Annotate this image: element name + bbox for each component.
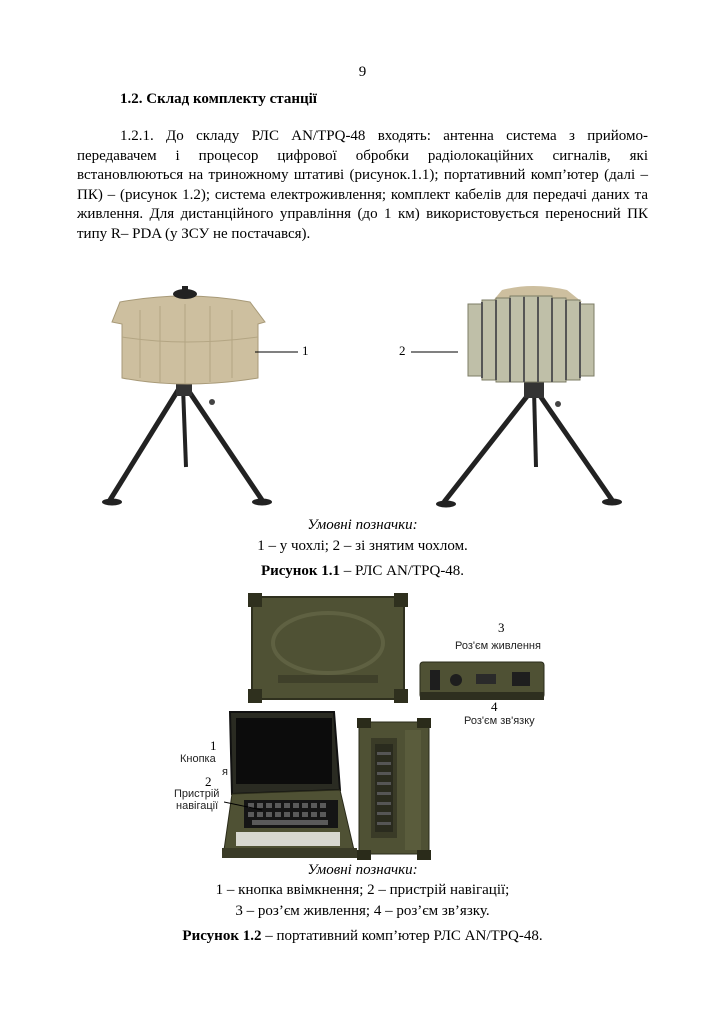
callout-line-nav: [224, 800, 264, 812]
figure1-caption-text: – РЛС AN/TPQ-48.: [340, 563, 465, 579]
figure2-callout-3: 3: [498, 620, 505, 635]
figure1-legend-text: 1 – у чохлі; 2 – зі знятим чохлом.: [257, 538, 468, 554]
figure1-callout-1: 1: [302, 343, 309, 358]
figure2-label-1b: я: [222, 766, 228, 778]
figure2-caption-label: Рисунок 1.2: [182, 928, 262, 944]
pc-open-laptop-photo: [222, 710, 357, 860]
figure2-callout-2: 2: [205, 774, 212, 789]
radar-covered-photo: [100, 282, 280, 512]
figure2-legend-line2: 3 – роз’єм живлення; 4 – роз’єм зв’язку.: [235, 903, 490, 919]
figure2-label-4: Роз'єм зв'язку: [464, 715, 535, 727]
figure2-legend-title: Умовні позначки:: [307, 862, 418, 878]
section-title: 1.2. Склад комплекту станції: [120, 91, 317, 107]
figure2-callout-4: 4: [491, 699, 498, 714]
figure1-caption-label: Рисунок 1.1: [260, 563, 340, 579]
figure2-label-2a: Пристрій: [174, 788, 220, 800]
figure2-caption-text: – портативний комп’ютер РЛС AN/TPQ-48.: [261, 928, 543, 944]
figure2-caption: [0, 928, 725, 945]
body-paragraph: 1.2.1. До складу РЛС AN/TPQ-48 входять: антенна система з прийомо-передавачем і процесор цифрової обробки радіолокаційних сигналів, які встановлюються на триножному штативі (рисунок.1.1); портативний комп’ютер (далі – ПК) – (рисунок 1.2); система електроживлення; комплект кабелів для передачі даних та живлення. Для дистанційного управління (до 1 км) використовується переносний ПК типу R– PDA (у ЗСУ не постачався).: [77, 128, 648, 242]
figure1-legend-title: Умовні позначки:: [307, 517, 418, 533]
pc-closed-case-photo: [353, 718, 435, 860]
radar-uncovered-photo: [432, 282, 622, 512]
figure2-legend-line1: 1 – кнопка ввімкнення; 2 – пристрій навігації;: [215, 882, 510, 898]
figure2-label-1a: Кнопка: [180, 753, 216, 765]
callout-line-1: [255, 350, 300, 354]
figure1-caption: [0, 563, 725, 580]
figure2-label-3: Роз'єм живлення: [455, 640, 541, 652]
figure1-callout-2: 2: [399, 343, 406, 358]
figure2-callout-1: 1: [210, 738, 217, 753]
pc-lid-top-photo: [248, 593, 408, 703]
pc-side-connectors-photo: [416, 656, 548, 706]
figure2-label-2b: навігації: [176, 800, 219, 812]
page-number: 9: [358, 64, 367, 80]
